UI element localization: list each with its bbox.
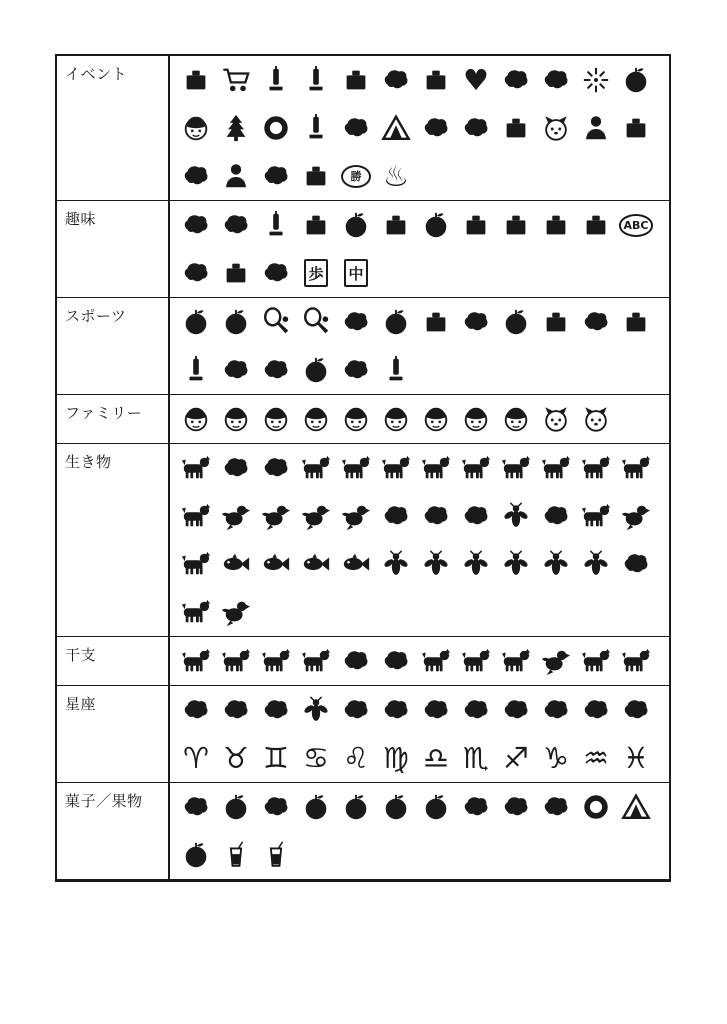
boy-face-icon bbox=[336, 399, 376, 439]
zodiac-rat-icon bbox=[176, 641, 216, 681]
capricorn-goat-icon bbox=[536, 690, 576, 730]
dove-icon bbox=[216, 496, 256, 536]
grandmother-face-icon bbox=[496, 399, 536, 439]
butterfly-icon bbox=[376, 544, 416, 584]
karaoke-microphone-icon bbox=[256, 60, 296, 100]
playing-cards-icon bbox=[536, 205, 576, 245]
girl-face-icon bbox=[376, 399, 416, 439]
leo-lion-icon bbox=[336, 690, 376, 730]
virgo-maiden-icon bbox=[376, 690, 416, 730]
owl-icon bbox=[336, 496, 376, 536]
bee-icon bbox=[416, 544, 456, 584]
painting-canvas-icon bbox=[376, 205, 416, 245]
hot-spring-icon: ♨ bbox=[383, 158, 409, 193]
shogi-piece-text: 歩 bbox=[304, 259, 328, 287]
leo-sign-icon: ♌ bbox=[343, 740, 369, 775]
gemini-sign-icon: ♊ bbox=[263, 740, 289, 775]
sagittarius-sign-icon: ♐ bbox=[503, 740, 529, 775]
virgo-sign-icon: ♍ bbox=[383, 740, 409, 775]
zodiac-snake-icon bbox=[376, 641, 416, 681]
category-label-family: ファミリー bbox=[57, 395, 170, 443]
trumpet-icon bbox=[216, 205, 256, 245]
guitar-icon bbox=[176, 205, 216, 245]
koala-icon bbox=[256, 448, 296, 488]
sparrow-icon bbox=[296, 496, 336, 536]
mahjong-tile-icon bbox=[336, 253, 376, 293]
kadomatsu-new-year-icon bbox=[496, 108, 536, 148]
zodiac-horse-icon bbox=[416, 641, 456, 681]
ladybug-icon bbox=[576, 544, 616, 584]
category-row-constellations bbox=[57, 685, 669, 782]
pie-icon bbox=[176, 835, 216, 875]
scorpio-scorpion-icon bbox=[456, 690, 496, 730]
orange-icon bbox=[376, 787, 416, 827]
category-label-eto-zodiac: 干支 bbox=[57, 637, 170, 685]
icon-row-line bbox=[176, 201, 667, 249]
pig-icon bbox=[176, 496, 216, 536]
zodiac-monkey-icon bbox=[496, 641, 536, 681]
giraffe-icon bbox=[536, 448, 576, 488]
grandfather-face-icon bbox=[456, 399, 496, 439]
diploma-scroll-icon bbox=[536, 60, 576, 100]
grapes-icon bbox=[256, 787, 296, 827]
cherry-icon bbox=[416, 787, 456, 827]
icon-grid-sweets-fruits bbox=[170, 783, 669, 879]
dog-face-icon bbox=[536, 399, 576, 439]
grand-piano-icon bbox=[296, 205, 336, 245]
category-row-hobbies bbox=[57, 200, 669, 297]
lobster-icon bbox=[536, 496, 576, 536]
tanabata-decoration-icon bbox=[256, 156, 296, 196]
elephant-icon bbox=[336, 448, 376, 488]
zodiac-sheep-icon bbox=[456, 641, 496, 681]
category-label-creatures: 生き物 bbox=[57, 444, 170, 636]
school-backpack-icon bbox=[616, 108, 656, 148]
symbol-category-table bbox=[55, 54, 671, 882]
zodiac-ox-icon bbox=[216, 641, 256, 681]
raccoon-icon bbox=[376, 448, 416, 488]
icon-row-line bbox=[176, 104, 667, 152]
category-row-eto-zodiac bbox=[57, 636, 669, 685]
category-label-constellations: 星座 bbox=[57, 686, 170, 782]
category-row-creatures bbox=[57, 443, 669, 636]
candle-icon bbox=[296, 108, 336, 148]
stag-beetle-icon bbox=[496, 544, 536, 584]
gemini-twins-icon bbox=[256, 690, 296, 730]
mahjong-tile-text: 中 bbox=[344, 259, 368, 287]
zodiac-dog-icon bbox=[576, 641, 616, 681]
birthday-cake-icon bbox=[336, 60, 376, 100]
crab-icon bbox=[496, 496, 536, 536]
snail-icon bbox=[616, 544, 656, 584]
aquarius-water-bearer-icon bbox=[576, 690, 616, 730]
pisces-sign-icon: ♓ bbox=[623, 740, 649, 775]
fishing-rod-fish-icon bbox=[256, 253, 296, 293]
deer-icon bbox=[576, 448, 616, 488]
icon-row-line bbox=[176, 783, 667, 831]
victory-fan-icon bbox=[336, 156, 376, 196]
turtle-icon bbox=[576, 496, 616, 536]
ice-skate-icon bbox=[616, 302, 656, 342]
zodiac-rabbit-icon bbox=[296, 641, 336, 681]
shopping-cart-icon bbox=[216, 60, 256, 100]
soft-serve-ice-cream-icon bbox=[536, 787, 576, 827]
icon-row-line bbox=[176, 444, 667, 492]
abc-speech-bubble-text: ABC bbox=[619, 214, 654, 237]
camel-icon bbox=[496, 448, 536, 488]
hina-dolls-icon bbox=[576, 108, 616, 148]
sunrise-hill-icon bbox=[416, 108, 456, 148]
category-label-sweets-fruits: 菓子／果物 bbox=[57, 783, 170, 879]
skis-poles-icon bbox=[176, 350, 216, 390]
halloween-pumpkin-icon bbox=[616, 60, 656, 100]
abc-speech-bubble-icon bbox=[616, 205, 656, 245]
movie-clapperboard-icon bbox=[216, 253, 256, 293]
soccer-ball-goal-icon bbox=[296, 350, 336, 390]
banana-icon bbox=[176, 787, 216, 827]
mother-face-icon bbox=[216, 399, 256, 439]
snowboarding-icon bbox=[216, 350, 256, 390]
rhinoceros-beetle-icon bbox=[536, 544, 576, 584]
icon-row-line bbox=[176, 395, 667, 443]
aries-ram-icon bbox=[176, 690, 216, 730]
sagittarius-bow-icon bbox=[496, 690, 536, 730]
koinobori-carp-streamer-icon bbox=[176, 156, 216, 196]
teru-teru-bozu-icon bbox=[216, 156, 256, 196]
christmas-wreath-icon bbox=[256, 108, 296, 148]
icon-grid-sports bbox=[170, 298, 669, 394]
tyrannosaurus-icon bbox=[176, 592, 216, 632]
icon-grid-hobbies bbox=[170, 201, 669, 297]
golf-green-icon bbox=[336, 302, 376, 342]
penguin-icon bbox=[616, 496, 656, 536]
rugby-goalpost-icon bbox=[416, 302, 456, 342]
taurus-sign-icon: ♉ bbox=[223, 740, 249, 775]
table-tennis-paddle-icon bbox=[296, 302, 336, 342]
seaside-sunset-fish-icon bbox=[456, 108, 496, 148]
pteranodon-icon bbox=[216, 592, 256, 632]
icon-row-line bbox=[176, 637, 667, 685]
panda-icon bbox=[216, 448, 256, 488]
father-face-icon bbox=[176, 399, 216, 439]
volleyball-net-icon bbox=[216, 302, 256, 342]
icon-row-line bbox=[176, 56, 667, 104]
category-label-events: イベント bbox=[57, 56, 170, 200]
taurus-bull-icon bbox=[216, 690, 256, 730]
icon-row-line bbox=[176, 346, 667, 394]
category-label-sports: スポーツ bbox=[57, 298, 170, 394]
toast-wine-glasses-icon bbox=[296, 60, 336, 100]
bowling-pin-ball-icon bbox=[496, 302, 536, 342]
octopus-icon bbox=[416, 496, 456, 536]
melon-icon bbox=[296, 787, 336, 827]
cancer-sign-icon: ♋ bbox=[303, 740, 329, 775]
lion-icon bbox=[296, 448, 336, 488]
icon-grid-eto-zodiac bbox=[170, 637, 669, 685]
squirrel-icon bbox=[416, 448, 456, 488]
capricorn-sign-icon: ♑ bbox=[543, 740, 569, 775]
icon-row-line bbox=[176, 298, 667, 346]
kangaroo-icon bbox=[456, 448, 496, 488]
whale-icon bbox=[216, 544, 256, 584]
christmas-tree-icon bbox=[216, 108, 256, 148]
sea-otter-icon bbox=[176, 544, 216, 584]
tennis-racket-icon bbox=[256, 302, 296, 342]
cleaning-broom-icon bbox=[336, 108, 376, 148]
art-palette-icon bbox=[416, 205, 456, 245]
baby-face-icon bbox=[416, 399, 456, 439]
zodiac-tiger-icon bbox=[256, 641, 296, 681]
dolphin-icon bbox=[256, 544, 296, 584]
zodiac-boar-icon bbox=[616, 641, 656, 681]
strawberry-icon bbox=[216, 787, 256, 827]
baseball-bat-ball-icon bbox=[376, 350, 416, 390]
zodiac-dragon-icon bbox=[336, 641, 376, 681]
fireworks-icon bbox=[576, 60, 616, 100]
swimming-icon bbox=[456, 302, 496, 342]
watermelon-icon bbox=[456, 787, 496, 827]
toy-robot-icon bbox=[576, 205, 616, 245]
category-row-sweets-fruits bbox=[57, 782, 669, 879]
category-label-hobbies: 趣味 bbox=[57, 201, 170, 297]
gift-box-icon bbox=[416, 60, 456, 100]
man-face-icon bbox=[256, 399, 296, 439]
shortcake-icon bbox=[616, 787, 656, 827]
zodiac-rooster-icon bbox=[536, 641, 576, 681]
aries-sign-icon: ♈ bbox=[183, 740, 209, 775]
aquarius-sign-icon: ♒ bbox=[583, 740, 609, 775]
icon-row-line bbox=[176, 249, 667, 297]
icon-grid-family bbox=[170, 395, 669, 443]
santa-claus-icon bbox=[176, 108, 216, 148]
category-row-sports bbox=[57, 297, 669, 394]
dragonfly-icon bbox=[456, 544, 496, 584]
violin-icon bbox=[256, 205, 296, 245]
football-helmet-icon bbox=[376, 302, 416, 342]
baseball-glove-ball-icon bbox=[336, 350, 376, 390]
icon-row-line bbox=[176, 152, 667, 200]
setsubun-oni-icon bbox=[536, 108, 576, 148]
icon-row-line bbox=[176, 492, 667, 540]
victory-fan-text: 勝 bbox=[341, 165, 371, 188]
icon-row-line bbox=[176, 734, 667, 782]
camera-icon bbox=[456, 205, 496, 245]
party-popper-icon bbox=[376, 60, 416, 100]
gardening-watering-can-icon bbox=[176, 253, 216, 293]
parfait-icon bbox=[216, 835, 256, 875]
ribbon-heart-icon: ♥ bbox=[463, 62, 489, 97]
cancer-crab-icon bbox=[296, 690, 336, 730]
juice-icon bbox=[256, 835, 296, 875]
tropical-fish-icon bbox=[336, 544, 376, 584]
moon-viewing-window-icon bbox=[296, 156, 336, 196]
camping-tent-icon bbox=[376, 108, 416, 148]
video-camera-icon bbox=[496, 205, 536, 245]
frog-icon bbox=[376, 496, 416, 536]
inline-skate-icon bbox=[536, 302, 576, 342]
basketball-hoop-icon bbox=[176, 302, 216, 342]
icon-row-line bbox=[176, 686, 667, 734]
knitting-yarn-icon bbox=[336, 205, 376, 245]
sports-equipment-set-icon bbox=[256, 350, 296, 390]
cat-icon bbox=[176, 448, 216, 488]
icon-grid-constellations bbox=[170, 686, 669, 782]
category-row-events bbox=[57, 56, 669, 200]
donut-icon bbox=[576, 787, 616, 827]
chick-icon bbox=[256, 496, 296, 536]
pisces-fish-icon bbox=[616, 690, 656, 730]
libra-sign-icon: ♎ bbox=[423, 740, 449, 775]
flower-bouquet-icon bbox=[496, 60, 536, 100]
libra-scales-icon bbox=[416, 690, 456, 730]
icon-grid-events bbox=[170, 56, 669, 200]
travel-airplane-bag-icon bbox=[176, 60, 216, 100]
apple-icon bbox=[336, 787, 376, 827]
skateboard-icon bbox=[576, 302, 616, 342]
scorpio-sign-icon: ♏ bbox=[463, 740, 489, 775]
icon-grid-creatures bbox=[170, 444, 669, 636]
squid-icon bbox=[456, 496, 496, 536]
shogi-piece-icon bbox=[296, 253, 336, 293]
wrapped-candy-icon bbox=[496, 787, 536, 827]
icon-row-line bbox=[176, 588, 667, 636]
icon-row-line bbox=[176, 831, 667, 879]
bear-icon bbox=[616, 448, 656, 488]
orca-icon bbox=[296, 544, 336, 584]
woman-face-icon bbox=[296, 399, 336, 439]
cat-face-icon bbox=[576, 399, 616, 439]
category-row-family bbox=[57, 394, 669, 443]
icon-row-line bbox=[176, 540, 667, 588]
